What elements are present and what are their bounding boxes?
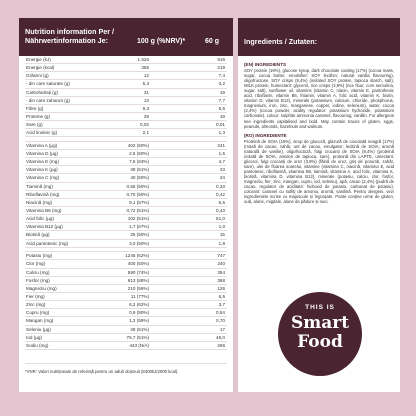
value-100g: 13 [143, 97, 149, 103]
nutrient-label: Sodiu (mg) [26, 342, 49, 348]
table-row [25, 326, 227, 334]
value-60g: 46,0 [216, 334, 225, 340]
value-60g: 15 [219, 232, 225, 238]
value-100g: 9,1 (57%) [129, 199, 149, 205]
value-60g: 7,7 [218, 97, 225, 103]
table-row [25, 223, 227, 231]
value-60g: 1,3 [218, 130, 225, 136]
table-row [25, 113, 227, 121]
value-60g: 126 [217, 285, 225, 291]
nutrient-label: Calciu (mg) [26, 269, 50, 275]
value-60g: 6,5 [218, 293, 225, 299]
nutrient-label: Vitamina C (mg) [26, 175, 60, 181]
value-60g: 5,6 [218, 105, 225, 111]
nutrition-table [19, 56, 233, 350]
value-60g: 1,0 [218, 224, 225, 230]
value-100g: 0,70 (50%) [126, 191, 149, 197]
value-100g: 0,02 [140, 122, 149, 128]
nutrition-panel [19, 18, 233, 392]
value-60g: 7,4 [218, 73, 225, 79]
nutrient-label: Vitamina E (mg) [26, 159, 59, 165]
nutrient-label: Acid pantotenic (mg) [26, 240, 69, 246]
nutrient-label: Iod (µg) [26, 334, 42, 340]
value-100g: 443 (N/A) [129, 342, 149, 348]
smart-food-badge [278, 292, 362, 376]
table-row [25, 89, 227, 97]
value-100g: 1,7 (67%) [129, 224, 149, 230]
table-row [25, 105, 227, 113]
nutrient-label: Energie (kJ) [26, 57, 51, 62]
table-row [25, 251, 227, 260]
value-60g: 4,7 [218, 159, 225, 165]
ingredients-ro-heading: (RO) INGREDIENTE [244, 132, 287, 138]
nutrient-label: Sare (g) [26, 122, 43, 128]
nutrient-label: Energie (kcal) [26, 65, 55, 71]
value-100g: 2,5 (50%) [129, 151, 149, 157]
table-row [25, 174, 227, 182]
value-60g: 17 [219, 326, 225, 332]
value-100g: 590 (74%) [127, 269, 149, 275]
value-100g: 400 (50%) [127, 261, 149, 267]
table-row [25, 97, 227, 105]
value-60g: 0,01 [216, 122, 225, 128]
nutrient-label: Riboflavină (mg) [26, 191, 60, 197]
value-100g: 38 (51%) [130, 167, 149, 173]
nutrient-label: Acid folic (µg) [26, 216, 54, 222]
value-60g: 747 [217, 253, 225, 259]
table-row [25, 56, 227, 64]
table-row [25, 301, 227, 309]
value-60g: 19 [219, 89, 225, 95]
nutrient-label: Niacină (mg) [26, 199, 53, 205]
nutrition-title-line2: Nährwertinformation Je: [25, 35, 109, 45]
value-100g: 2,1 [142, 130, 149, 136]
ingredients-en-heading: (EN) INGREDIENTS [244, 62, 287, 67]
nutrient-label: - din care saturate (g) [26, 81, 70, 87]
badge-line1: THIS IS [305, 304, 335, 311]
value-100g: 31 [143, 89, 149, 95]
table-row [25, 260, 227, 268]
nutrient-label: Mangan (mg) [26, 318, 54, 324]
value-60g: 0,42 [216, 191, 225, 197]
table-row [25, 309, 227, 317]
table-row [25, 191, 227, 199]
value-100g: 1245 (62%) [125, 253, 149, 259]
value-60g: 219 [217, 65, 225, 71]
nutrient-label: Fier (mg) [26, 293, 45, 299]
column-header-60g: 60 g [205, 38, 220, 45]
nutrient-label: Fibre (g) [26, 105, 44, 111]
value-60g: 354 [217, 269, 225, 275]
value-100g: 0,72 (51%) [126, 208, 149, 214]
value-60g: 1,5 [218, 151, 225, 157]
table-row [25, 72, 227, 80]
table-row [25, 215, 227, 223]
value-60g: 241 [217, 142, 225, 148]
value-60g: 0,54 [216, 310, 225, 316]
nutrient-label: Carbohidrați (g) [26, 89, 58, 95]
table-row [25, 199, 227, 207]
nutrient-label: Grăsimi (g) [26, 73, 49, 79]
ingredients-en-text: SOY protein (19%), glucose syrup, dark chocolate coating (17%) (cocoa mass, sugar, cocoa butter, emulsifier: SOY lecithin; natural vanilla flavouring), oligofructose, SOY crisps (8,4%) (isolated SOY protein, tapioca starch, salt), MILK protein, humectant: glycerol, rice crisps (3,9%) (rice flour, corn semolina, sugar, salt), sunflower oil, vitamins (vitamin C, niacin, vitamin E, pantothenic acid, riboflavin, vitamin B6, thiamin, vitamin A, folic acid, vitamin K, biotin, vitamin D, vitamin B12), minerals (potassium, calcium, chloride, phosphorus, magnesium, iron, zinc, manganese, copper, iodine, selenium), water, cocoa (2,4%) (cocoa powder, acidity regulator: potassium hydroxide, potassium carbonate), colour: sulphite ammonia caramel, flavouring, vanillin. For allergens see ingredients capitalised and bold. May contain traces of gluten, eggs, peanuts, almonds, hazelnuts and walnuts. [244, 68, 394, 129]
ingredients-body [238, 56, 400, 212]
value-60g: 0,43 [216, 208, 225, 214]
value-60g: 368 [217, 277, 225, 283]
nutrient-label: Proteine (g) [26, 113, 51, 119]
nutrient-label: Vitamina A (µg) [26, 142, 58, 148]
table-row [25, 80, 227, 88]
table-row [25, 129, 227, 137]
value-100g: 3,0 (50%) [129, 240, 149, 246]
nutrient-label: Zinc (mg) [26, 302, 46, 308]
nutrition-title-line1: Nutrition information Per / [25, 27, 115, 36]
ingredients-ro-text: Proteină de SOIA (19%), sirop de glucoză, glazură de ciocolată neagră (17%) (masă de cacao, zahăr, unt de cacao, emulgator: lecitină de SOIA; aromă naturală de vanilie), oligofructoză, fulgi crocanți de SOIA (8,4%) (proteină izolată de SOIA, amidon de tapioca, sare), proteină din LAPTE, umectant: glicerol, fulgi crocanți de orez (3,9%) (făină de orez, griș de porumb, zahăr, sare), ulei de floarea soarelui, vitamine (vitamina C, niacină, vitamina E, acid pantotenic, riboflavină, vitamina B6, tiamină, vitamina A, acid folic, vitamina K, biotină, vitamina D, vitamina B12), minerale (potasiu, calciu, clor, fosfor, magneziu, fier, zinc, mangan, cupru, iod, seleniu), apă, cacao (2,4%) (pudră de cacao, regulator de aciditate: hidroxid de potasiu, carbonat de potasiu), colorant: caramel cu sulfiți de amoniu, aromă, vanilină. Pentru alergeni, vezi ingredientele scrise cu majuscule și îngroșate. Poate conține urme de gluten, ouă, alune, migdale, alune de pădure și nuci. [244, 138, 394, 205]
value-100g: 0,9 (90%) [129, 310, 149, 316]
nutrient-label: Seleniu (µg) [26, 326, 51, 332]
table-row [25, 269, 227, 277]
nutrient-label: Potasiu (mg) [26, 253, 53, 259]
table-row [25, 334, 227, 342]
value-60g: 18 [219, 113, 225, 119]
nutrient-label: Vitamina B12 (µg) [26, 224, 63, 230]
column-header-100g: 100 g (%NRV)* [137, 38, 186, 45]
value-100g: 25 (50%) [130, 232, 149, 238]
table-row [25, 342, 227, 350]
table-row [25, 141, 227, 150]
nutrient-label: Clor (mg) [26, 261, 46, 267]
nutrient-label: Cupru (mg) [26, 310, 50, 316]
nutrient-label: - din care zaharuri (g) [26, 97, 70, 103]
table-row [25, 121, 227, 129]
nutrient-label: Tiamină (mg) [26, 183, 53, 189]
value-60g: 23 [219, 167, 225, 173]
table-row [25, 166, 227, 174]
badge-line3: Food [297, 332, 343, 352]
value-100g: 613 (88%) [127, 277, 149, 283]
nutrition-header [19, 18, 233, 56]
value-100g: 210 (56%) [127, 285, 149, 291]
value-100g: 0,55 (50%) [126, 183, 149, 189]
value-60g: 5,5 [218, 199, 225, 205]
value-100g: 6,2 (62%) [129, 302, 149, 308]
table-row [25, 64, 227, 72]
value-60g: 916 [217, 57, 225, 62]
table-row [25, 150, 227, 158]
value-100g: 29 [143, 113, 149, 119]
value-60g: 0,33 [216, 183, 225, 189]
value-60g: 266 [217, 342, 225, 348]
value-60g: 24 [219, 175, 225, 181]
nutrient-label: Vitamina D (µg) [26, 151, 58, 157]
nutrient-label: Magneziu (mg) [26, 285, 57, 291]
value-60g: 3,7 [218, 302, 225, 308]
table-row [25, 293, 227, 301]
value-100g: 76,7 (51%) [126, 334, 149, 340]
table-row [25, 158, 227, 166]
nutrient-label: Acid linoleic (g) [26, 130, 58, 136]
value-60g: 1,8 [218, 240, 225, 246]
nutrient-label: Vitamina K (µg) [26, 167, 58, 173]
value-100g: 402 (50%) [127, 142, 149, 148]
value-100g: 102 (51%) [127, 216, 149, 222]
value-60g: 61,0 [216, 216, 225, 222]
value-100g: 9,3 [142, 105, 149, 111]
value-100g: 28 (51%) [130, 326, 149, 332]
table-row [25, 183, 227, 191]
value-60g: 3,2 [218, 81, 225, 87]
nutrient-label: Vitamina B6 (mg) [26, 208, 62, 214]
value-100g: 7,6 (63%) [129, 159, 149, 165]
ingredients-title: Ingredients / Zutaten: [244, 37, 318, 46]
value-100g: 40 (50%) [130, 175, 149, 181]
value-100g: 11 (77%) [130, 293, 149, 299]
nutrient-label: Fosfor (mg) [26, 277, 50, 283]
nutrition-title [25, 28, 114, 45]
table-row [25, 207, 227, 215]
nutrient-label: Biotină (µg) [26, 232, 50, 238]
nrv-footnote: *VNR: Valori nutriționale de referință pentru un adult obișnuit (8400kJ/2000 kcal). [25, 363, 227, 374]
value-60g: 0,70 [216, 318, 225, 324]
value-100g: 365 [141, 65, 149, 71]
value-100g: 5,3 [142, 81, 149, 87]
value-100g: 1.526 [137, 57, 149, 62]
table-row [25, 277, 227, 285]
ingredients-header [238, 18, 400, 56]
value-60g: 240 [217, 261, 225, 267]
table-row [25, 240, 227, 248]
table-row [25, 285, 227, 293]
value-100g: 12 [143, 73, 149, 79]
badge-line2: Smart [290, 313, 350, 333]
table-row [25, 317, 227, 325]
value-100g: 1,2 (59%) [129, 318, 149, 324]
table-row [25, 231, 227, 239]
